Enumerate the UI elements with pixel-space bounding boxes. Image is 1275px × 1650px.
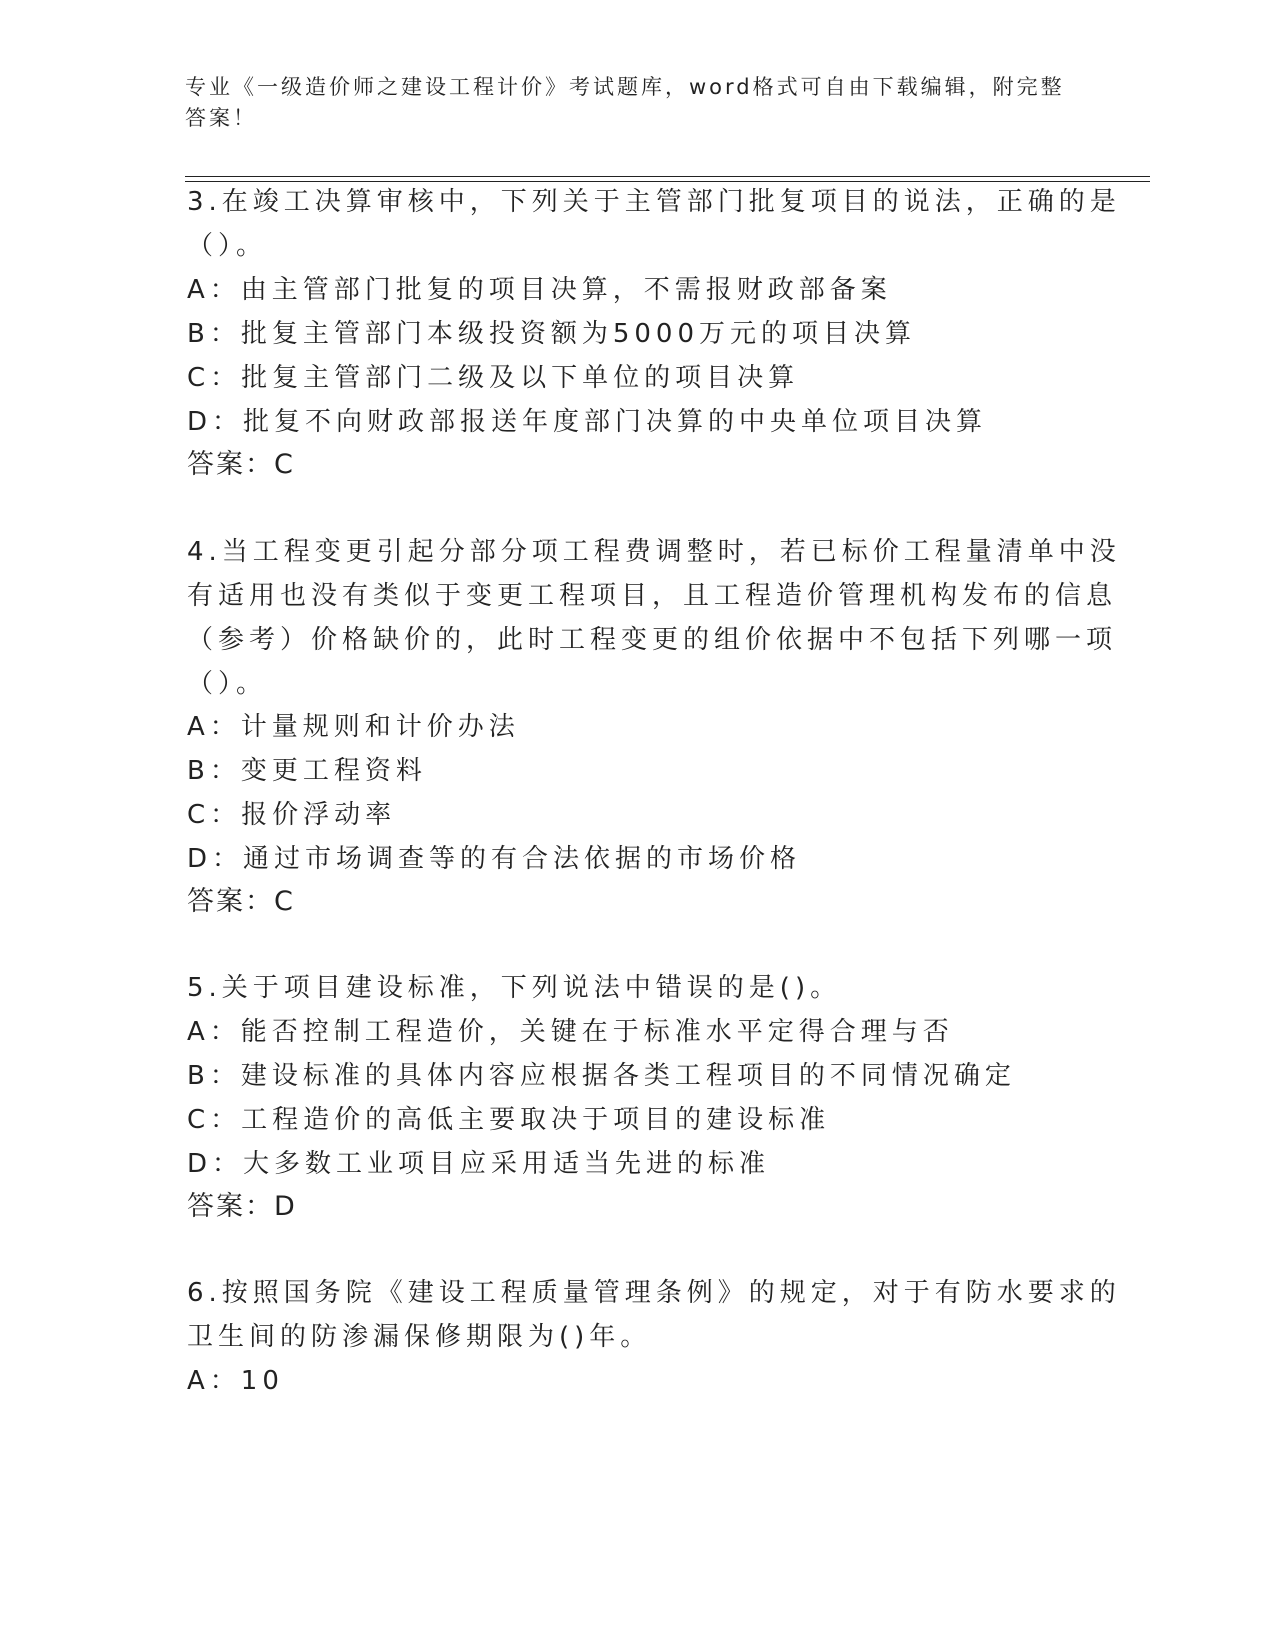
- question-4-stem-line-3: （参考）价格缺价的，此时工程变更的组价依据中不包括下列哪一项: [187, 625, 1118, 655]
- question-4-stem-line-1: 4.当工程变更引起分部分项工程费调整时，若已标价工程量清单中没: [187, 537, 1121, 567]
- question-3-option-a: A：由主管部门批复的项目决算，不需报财政部备案: [187, 275, 892, 305]
- document-header: 专业《一级造价师之建设工程计价》考试题库，word格式可自由下载编辑，附完整答案！: [185, 75, 1065, 130]
- header-divider-top: [185, 176, 1150, 177]
- question-5-option-a: A：能否控制工程造价，关键在于标准水平定得合理与否: [187, 1017, 954, 1047]
- question-3-answer: 答案：C: [187, 449, 295, 480]
- question-6-stem-line-2: 卫生间的防渗漏保修期限为()年。: [187, 1322, 652, 1352]
- question-5-stem-line-1: 5.关于项目建设标准，下列说法中错误的是()。: [187, 973, 842, 1003]
- question-5-option-c: C：工程造价的高低主要取决于项目的建设标准: [187, 1105, 831, 1135]
- question-4-option-d: D：通过市场调查等的有合法依据的市场价格: [187, 844, 802, 874]
- question-3-option-d: D：批复不向财政部报送年度部门决算的中央单位项目决算: [187, 407, 988, 437]
- question-6-stem-line-1: 6.按照国务院《建设工程质量管理条例》的规定，对于有防水要求的: [187, 1278, 1121, 1308]
- question-4-option-c: C：报价浮动率: [187, 800, 397, 830]
- question-3-stem-line-1: 3.在竣工决算审核中，下列关于主管部门批复项目的说法，正确的是: [187, 187, 1121, 217]
- question-3-option-b: B：批复主管部门本级投资额为5000万元的项目决算: [187, 319, 917, 349]
- question-5-option-b: B：建设标准的具体内容应根据各类工程项目的不同情况确定: [187, 1061, 1016, 1091]
- question-4-answer: 答案：C: [187, 886, 295, 917]
- header-divider-bottom: [185, 181, 1150, 182]
- question-6-option-a: A：10: [187, 1366, 284, 1396]
- question-4-option-a: A：计量规则和计价办法: [187, 712, 520, 742]
- question-5-answer: 答案：D: [187, 1191, 297, 1222]
- question-3-stem-line-2: （）。: [187, 231, 268, 261]
- question-4-stem-line-4: （）。: [187, 669, 268, 699]
- question-4-stem-line-2: 有适用也没有类似于变更工程项目，且工程造价管理机构发布的信息: [187, 581, 1118, 611]
- question-4-option-b: B：变更工程资料: [187, 756, 427, 786]
- question-5-option-d: D：大多数工业项目应采用适当先进的标准: [187, 1149, 771, 1179]
- question-3-option-c: C：批复主管部门二级及以下单位的项目决算: [187, 363, 800, 393]
